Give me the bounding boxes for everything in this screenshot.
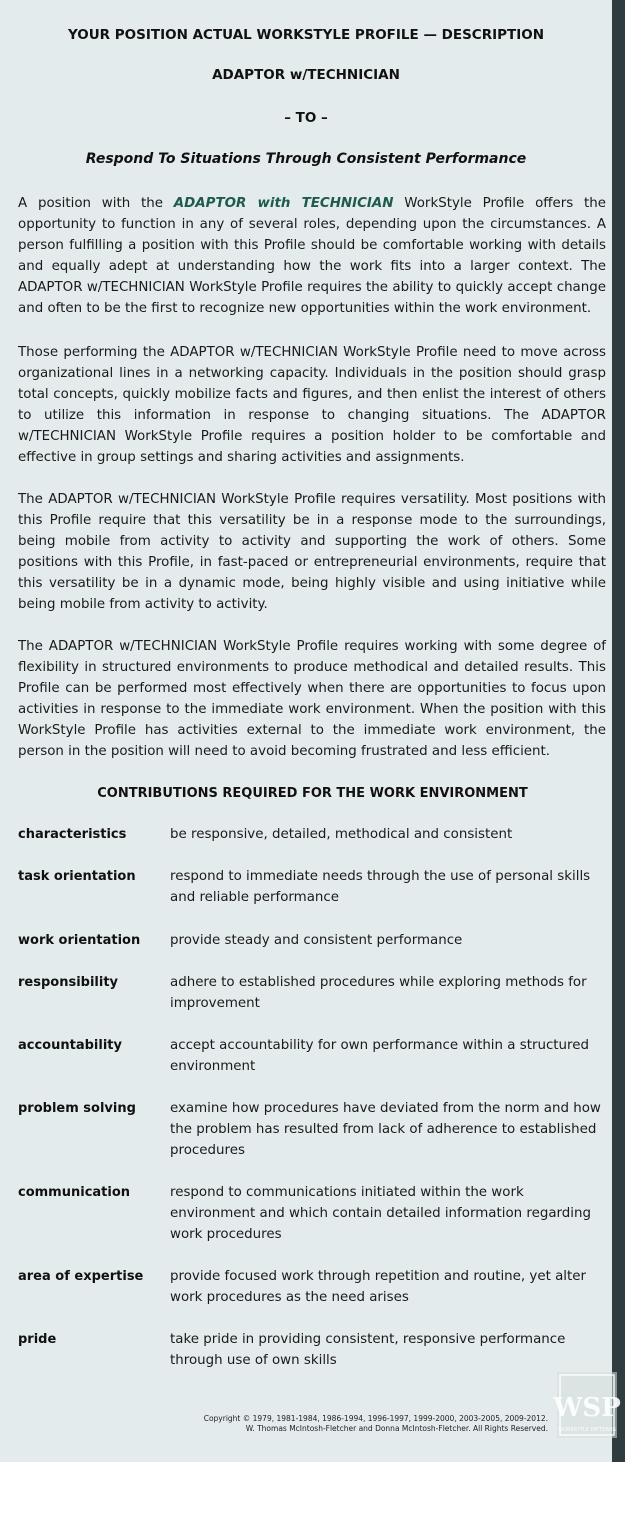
contribution-description: accept accountability for own performance within a structured environment <box>170 1038 589 1074</box>
contribution-description: respond to communications initiated within the work environment and which contain detailed information regarding work procedures <box>170 1185 592 1242</box>
wsp-logo-icon <box>553 1372 621 1438</box>
contribution-description: be responsive, detailed, methodical and consistent <box>170 827 513 842</box>
contribution-description: adhere to established procedures while exploring methods for improvement <box>170 975 587 1011</box>
page-edge-border <box>612 0 625 1462</box>
contribution-description: provide steady and consistent performance <box>170 933 463 948</box>
contribution-description: respond to immediate needs through the use of personal skills and reliable performance <box>170 869 591 905</box>
contribution-term: area of expertise <box>18 1269 144 1284</box>
description-paragraph-4: The ADAPTOR w/TECHNICIAN WorkStyle Profile requires working with some degree of flexibility in structured environments to produce methodical and detailed results. This Profile can be performed most effectively when there are opportunities to focus upon activities in response to the immediate work environment. When the position with this WorkStyle Profile has activities external to the immediate work environment, the person in the position will need to avoid becoming frustrated and less efficient. <box>18 639 606 759</box>
paragraph-1-intro: A position with the <box>18 196 174 211</box>
contribution-description: examine how procedures have deviated from the norm and how the problem has resulted from lack of adherence to established procedures <box>170 1101 601 1158</box>
logo-tagline: WORKSTYLE PATTERNS <box>558 1427 616 1433</box>
description-paragraph-2: Those performing the ADAPTOR w/TECHNICIAN WorkStyle Profile need to move across organizational lines in a networking capacity. Individuals in the position should grasp total concepts, quickly mobilize facts and figures, and then enlist the interest of others to utilize this information in response to changing situations. The ADAPTOR w/TECHNICIAN WorkStyle Profile requires a position holder to be comfortable and effective in group settings and sharing activities and assignments. <box>18 345 606 465</box>
logo-letters: WSP <box>553 1393 621 1423</box>
contribution-term: characteristics <box>18 827 127 842</box>
description-paragraph-3: The ADAPTOR w/TECHNICIAN WorkStyle Profile requires versatility. Most positions with this Profile require that this versatility be in a response mode to the surroundings, being mobile from activity to activity and supporting the work of others. Some positions with this Profile, in fast-paced or entrepreneurial environments, require that this versatility be in a dynamic mode, being highly visible and using initiative while being mobile from activity to activity. <box>18 492 606 612</box>
profile-name: ADAPTOR w/TECHNICIAN <box>212 67 400 83</box>
profile-highlight: ADAPTOR with TECHNICIAN <box>173 196 394 211</box>
contribution-term: pride <box>18 1332 57 1347</box>
to-separator: – TO – <box>284 110 328 126</box>
copyright-notice <box>128 1414 548 1434</box>
page-title: YOUR POSITION ACTUAL WORKSTYLE PROFILE — DESCRIPTION <box>67 27 545 43</box>
contribution-term: task orientation <box>18 869 136 884</box>
contribution-term: accountability <box>18 1038 122 1053</box>
contribution-description: take pride in providing consistent, responsive performance through use of own skills <box>170 1332 566 1368</box>
contribution-term: responsibility <box>18 975 119 990</box>
profile-tagline: Respond To Situations Through Consistent Performance <box>85 151 527 167</box>
copyright-line-2: W. Thomas McIntosh-Fletcher and Donna McIntosh-Fletcher. All Rights Reserved. <box>245 1424 548 1433</box>
contribution-term: communication <box>18 1185 131 1200</box>
contribution-description: provide focused work through repetition and routine, yet alter work procedures as the need arises <box>170 1269 587 1305</box>
paragraph-1-body: WorkStyle Profile offers the opportunity to function in any of several roles, depending upon the circumstances. A person fulfilling a position with this Profile should be comfortable working with details and equally adept at understanding how the work fits into a larger context. The ADAPTOR w/TECHNICIAN WorkStyle Profile requires the ability to quickly accept change and often to be the first to recognize new opportunities within the work environment. <box>18 196 606 316</box>
contributions-heading: CONTRIBUTIONS REQUIRED FOR THE WORK ENVIRONMENT <box>97 786 528 801</box>
contribution-term: problem solving <box>18 1101 136 1116</box>
description-paragraph-1 <box>18 193 606 319</box>
copyright-line-1: Copyright © 1979, 1981-1984, 1986-1994, 1996-1997, 1999-2000, 2003-2005, 2009-2012. <box>203 1414 548 1423</box>
contribution-term: work orientation <box>18 933 141 948</box>
